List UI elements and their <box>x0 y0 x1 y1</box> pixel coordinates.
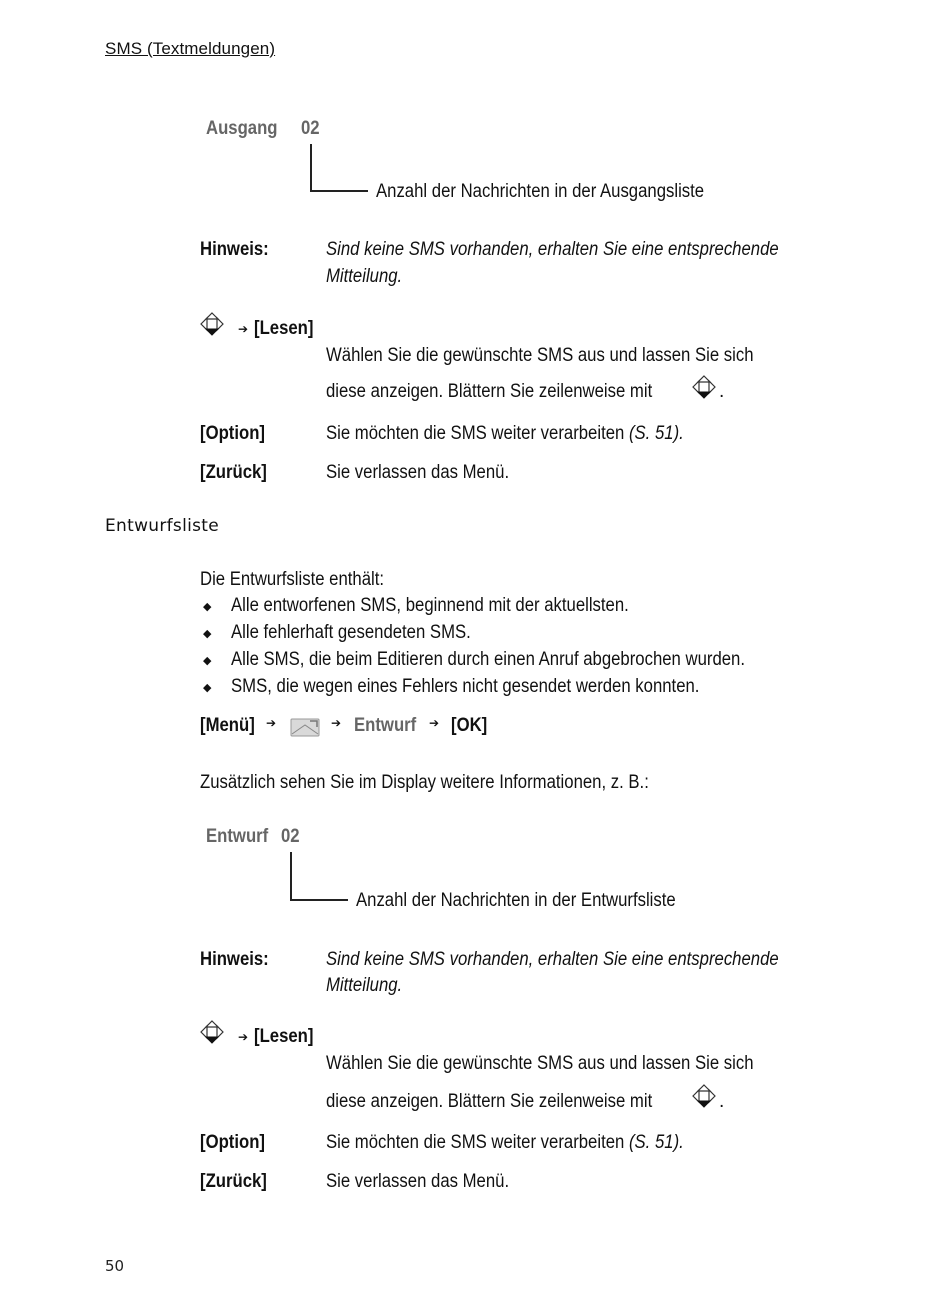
list-item: Alle SMS, die beim Editieren durch einen Anruf abgebrochen wurden. <box>231 649 745 670</box>
arrow-right-icon: ➔ <box>238 1030 249 1044</box>
option-label: [Option] <box>200 1132 265 1153</box>
callout-line <box>310 144 312 192</box>
option-text: Sie möchten die SMS weiter verarbeiten (S. 51). <box>326 1132 684 1153</box>
display-label-entwurf: Entwurf <box>206 826 269 847</box>
sms-envelope-icon <box>290 717 320 737</box>
callout-line <box>290 899 348 901</box>
bullet-icon: ◆ <box>203 682 212 694</box>
lesen-text: diese anzeigen. Blättern Sie zeilenweise mit <box>326 1091 653 1112</box>
path-entwurf: Entwurf <box>354 715 417 736</box>
option-label: [Option] <box>200 423 265 444</box>
lesen-period: . <box>719 1091 725 1112</box>
zurueck-text: Sie verlassen das Menü. <box>326 462 510 483</box>
list-item: SMS, die wegen eines Fehlers nicht gesendet werden konnten. <box>231 676 700 697</box>
page-header: SMS (Textmeldungen) <box>105 39 276 58</box>
intro-text: Die Entwurfsliste enthält: <box>200 569 385 590</box>
path-ok: [OK] <box>451 715 488 736</box>
callout-line <box>310 190 368 192</box>
callout-line <box>290 852 292 901</box>
path-menu: [Menü] <box>200 715 255 736</box>
zurueck-text: Sie verlassen das Menü. <box>326 1171 510 1192</box>
callout-text: Anzahl der Nachrichten in der Ausgangsliste <box>376 181 705 202</box>
bullet-icon: ◆ <box>203 601 212 613</box>
section-title: Entwurfsliste <box>105 516 220 536</box>
hinweis-text: Mitteilung. <box>326 975 403 996</box>
list-item: Alle fehlerhaft gesendeten SMS. <box>231 622 471 643</box>
hinweis-label: Hinweis: <box>200 239 269 260</box>
bullet-icon: ◆ <box>203 628 212 640</box>
display-count-entwurf: 02 <box>281 826 300 847</box>
lesen-path: ➔ [Lesen] <box>238 318 314 340</box>
display-count-ausgang: 02 <box>301 118 320 139</box>
option-text: Sie möchten die SMS weiter verarbeiten (S. 51). <box>326 423 684 444</box>
bullet-icon: ◆ <box>203 655 212 667</box>
display-label-ausgang: Ausgang <box>206 118 278 139</box>
arrow-right-icon: ➔ <box>266 716 277 730</box>
hinweis-text: Mitteilung. <box>326 266 403 287</box>
hinweis-label: Hinweis: <box>200 949 269 970</box>
lesen-text: Wählen Sie die gewünschte SMS aus und lassen Sie sich <box>326 1053 754 1074</box>
arrow-right-icon: ➔ <box>238 322 249 336</box>
lesen-path: ➔ [Lesen] <box>238 1026 314 1048</box>
hinweis-text: Sind keine SMS vorhanden, erhalten Sie eine entsprechende <box>326 949 779 970</box>
hinweis-text: Sind keine SMS vorhanden, erhalten Sie eine entsprechende <box>326 239 779 260</box>
lesen-text: Wählen Sie die gewünschte SMS aus und lassen Sie sich <box>326 345 754 366</box>
zurueck-label: [Zurück] <box>200 1171 267 1192</box>
navigation-key-icon <box>691 374 717 400</box>
navigation-key-icon <box>691 1083 717 1109</box>
page-number: 50 <box>105 1257 125 1275</box>
arrow-right-icon: ➔ <box>429 716 440 730</box>
navigation-key-icon <box>199 311 225 337</box>
navigation-key-icon <box>199 1019 225 1045</box>
lesen-period: . <box>719 381 725 402</box>
list-item: Alle entworfenen SMS, beginnend mit der aktuellsten. <box>231 595 629 616</box>
extra-info: Zusätzlich sehen Sie im Display weitere Informationen, z. B.: <box>200 772 649 793</box>
lesen-text: diese anzeigen. Blättern Sie zeilenweise mit <box>326 381 653 402</box>
callout-text: Anzahl der Nachrichten in der Entwurfsliste <box>356 890 676 911</box>
zurueck-label: [Zurück] <box>200 462 267 483</box>
arrow-right-icon: ➔ <box>331 716 342 730</box>
